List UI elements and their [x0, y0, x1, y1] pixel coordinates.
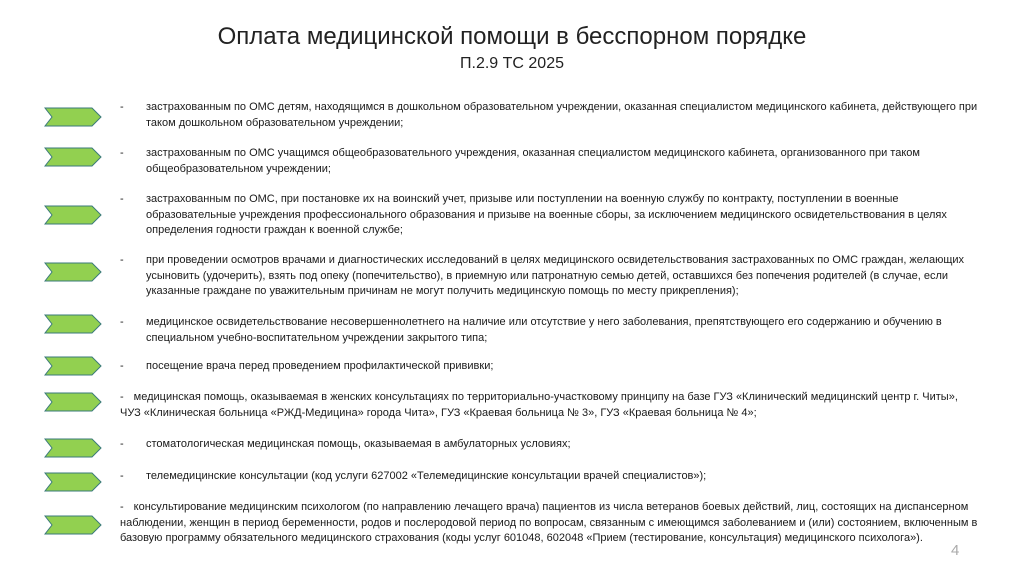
- arrow-icon: [44, 205, 102, 225]
- list-item-dash: -: [120, 470, 124, 482]
- list-item-dash: -: [120, 501, 124, 513]
- list-item-dash: -: [120, 147, 124, 159]
- list-item-dash: -: [120, 360, 124, 372]
- list-item-text: застрахованным по ОМС, при постановке их на воинский учет, призыве или поступлении на военную службу по контракту, поступлении в военные образовательные учреждения профессионального образования и призыве на военные сборы, за исключением медицинского освидетельствования в целях определения годности граждан к военной службе;: [146, 193, 947, 236]
- list-item: [120, 146, 980, 177]
- list-item: [120, 500, 980, 547]
- list-item: [120, 469, 980, 485]
- list-item-text: посещение врача перед проведением профилактической прививки;: [146, 360, 494, 372]
- list-item: [120, 315, 980, 346]
- list-item-text: застрахованным по ОМС учащимся общеобразовательного учреждения, оказанная специалистом медицинского кабинета, организованного при таком общеобразовательном учреждении;: [146, 147, 920, 175]
- list-item: [120, 437, 980, 453]
- list-item-dash: -: [120, 101, 124, 113]
- arrow-icon: [44, 515, 102, 535]
- list-item: [120, 390, 980, 421]
- list-item-text: медицинское освидетельствование несовершеннолетнего на наличие или отсутствие у него заболевания, препятствующего его содержанию и обучению в специальном учебно-воспитательном учреждении закрытого типа;: [146, 316, 942, 344]
- list-item: [120, 359, 980, 375]
- list-item-text: стоматологическая медицинская помощь, оказываемая в амбулаторных условиях;: [146, 438, 571, 450]
- list-item-text: телемедицинские консультации (код услуги 627002 «Телемедицинские консультации врачей специалистов»);: [146, 470, 707, 482]
- list-item-dash: -: [120, 254, 124, 266]
- arrow-icon: [44, 107, 102, 127]
- list-item: [120, 253, 980, 300]
- arrow-icon: [44, 356, 102, 376]
- arrow-icon: [44, 472, 102, 492]
- list-item-dash: -: [120, 391, 124, 403]
- page-number: 4: [951, 542, 960, 559]
- list-item-dash: -: [120, 438, 124, 450]
- list-item: [120, 100, 980, 131]
- list-item-text: медицинская помощь, оказываемая в женских консультациях по территориально-участковому принципу на базе ГУЗ «Клинический медицинский центр г. Читы», ЧУЗ «Клиническая больница «РЖД-Медицина» города Чита», ГУЗ «Краевая больница № 3», ГУЗ «Краевая больница № 4»;: [120, 391, 958, 419]
- slide-title: Оплата медицинской помощи в бесспорном порядке: [217, 23, 807, 50]
- list-item-text: консультирование медицинским психологом (по направлению лечащего врача) пациентов из числа ветеранов боевых действий, лиц, состоящих на диспансерном наблюдении, женщин в период беременности, родов и послеродовой период по вопросам, связанным с имеющимся заболеванием и (или) состоянием, включенным в базовую программу обязательного медицинского страхования (коды услуг 601048, 602048 «Прием (тестирование, консультация) медицинского психолога»).: [120, 501, 978, 544]
- arrow-icon: [44, 392, 102, 412]
- list-item-text: при проведении осмотров врачами и диагностических исследований в целях медицинского освидетельствования застрахованных по ОМС граждан, желающих усыновить (удочерить), взять под опеку (попечительство), в приемную или патронатную семью детей, оставшихся без попечения родителей (в случае, если указанные граждане по уважительным причинам не могут получить медицинскую помощь по месту прикрепления);: [146, 254, 965, 297]
- list-item: [120, 192, 980, 239]
- list-item-text: застрахованным по ОМС детям, находящимся в дошкольном образовательном учреждении, оказанная специалистом медицинского кабинета, действующего при таком дошкольном образовательном учреждении;: [146, 101, 978, 129]
- arrow-icon: [44, 438, 102, 458]
- slide-subtitle: П.2.9 ТС 2025: [460, 55, 564, 72]
- arrow-icon: [44, 314, 102, 334]
- list-item-dash: -: [120, 193, 124, 205]
- arrow-icon: [44, 262, 102, 282]
- list-item-dash: -: [120, 316, 124, 328]
- arrow-icon: [44, 147, 102, 167]
